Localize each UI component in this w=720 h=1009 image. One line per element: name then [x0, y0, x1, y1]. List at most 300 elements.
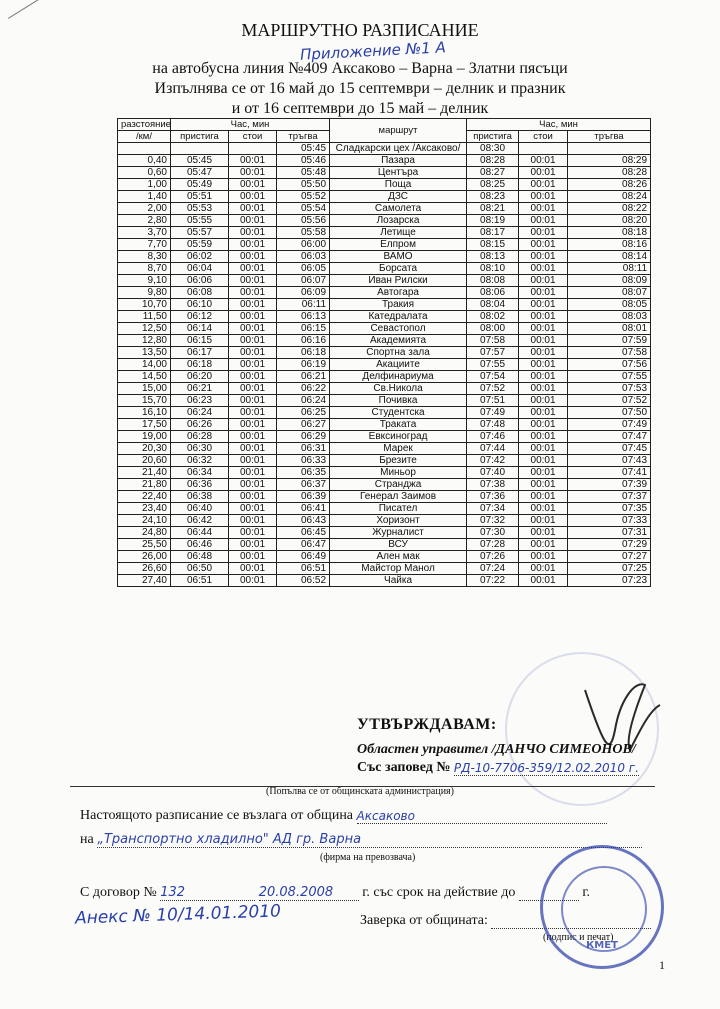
cell-stop: Елпром: [330, 239, 467, 251]
cell-arrive: 06:24: [171, 407, 229, 419]
contract-label: С договор №: [80, 885, 157, 900]
cell-depart-return: 08:18: [568, 227, 651, 239]
contract-term-label: г. със срок на действие до: [362, 885, 516, 900]
cell-stop: ВАМО: [330, 251, 467, 263]
cell-depart-return: 08:16: [568, 239, 651, 251]
table-row: [118, 287, 651, 299]
cell-arrive-return: 07:30: [467, 527, 519, 539]
cell-stay-return: 00:01: [519, 155, 568, 167]
cell-stay-return: 00:01: [519, 215, 568, 227]
annex-note-handwritten: Анекс № 10/14.01.2010: [74, 901, 282, 929]
table-row: [118, 539, 651, 551]
cell-stop: Ален мак: [330, 551, 467, 563]
cell-distance: 0,40: [118, 155, 171, 167]
summer-period: Изпълнява се от 16 май до 15 септември – делник и празник: [154, 80, 566, 97]
cell-arrive: 05:47: [171, 167, 229, 179]
cell-depart-return: 08:24: [568, 191, 651, 203]
cell-distance: 24,80: [118, 527, 171, 539]
cell-arrive: 06:10: [171, 299, 229, 311]
contract-end: г.: [582, 885, 591, 900]
cell-stop: Севастопол: [330, 323, 467, 335]
line-description: на автобусна линия №409 Аксаково – Варна – Златни пясъци: [152, 60, 568, 77]
cell-depart: 06:13: [277, 311, 330, 323]
cell-depart: 06:35: [277, 467, 330, 479]
cell-stay: 00:01: [229, 335, 277, 347]
cell-stop: Акациите: [330, 359, 467, 371]
cell-distance: 27,40: [118, 575, 171, 587]
cell-stop: Миньор: [330, 467, 467, 479]
cell-stop: Центъра: [330, 167, 467, 179]
carrier-label: на: [80, 832, 94, 847]
cell-distance: 1,00: [118, 179, 171, 191]
cell-depart: 05:58: [277, 227, 330, 239]
cell-stay-return: 00:01: [519, 311, 568, 323]
cell-stay: [229, 143, 277, 155]
cell-depart-return: 08:29: [568, 155, 651, 167]
cell-stay: 00:01: [229, 155, 277, 167]
cell-stay-return: 00:01: [519, 299, 568, 311]
cell-arrive-return: 07:51: [467, 395, 519, 407]
cell-depart-return: 08:14: [568, 251, 651, 263]
cell-arrive-return: 08:21: [467, 203, 519, 215]
header-stay: стои: [229, 131, 277, 143]
header-distance: разстояние: [118, 119, 171, 131]
header-stay-return: стои: [519, 131, 568, 143]
order-label: Със заповед №: [357, 760, 451, 775]
cell-arrive: 06:42: [171, 515, 229, 527]
cell-depart: 06:25: [277, 407, 330, 419]
table-row: [118, 491, 651, 503]
cell-arrive: 06:08: [171, 287, 229, 299]
cell-arrive-return: 07:32: [467, 515, 519, 527]
cell-depart-return: 07:41: [568, 467, 651, 479]
cell-stop: Почивка: [330, 395, 467, 407]
cell-distance: 26,00: [118, 551, 171, 563]
cell-stop: Журналист: [330, 527, 467, 539]
municipal-note: (Попълва се от общинската администрация): [266, 786, 454, 797]
cell-depart: 06:41: [277, 503, 330, 515]
cell-distance: 20,60: [118, 455, 171, 467]
cell-stay-return: 00:01: [519, 323, 568, 335]
cell-arrive-return: 07:42: [467, 455, 519, 467]
cell-stop: Писател: [330, 503, 467, 515]
cell-arrive-return: 07:55: [467, 359, 519, 371]
header-arrive-return: пристига: [467, 131, 519, 143]
table-row: [118, 263, 651, 275]
cell-stay: 00:01: [229, 503, 277, 515]
cell-stop: Брезите: [330, 455, 467, 467]
cell-stay: 00:01: [229, 203, 277, 215]
cell-arrive-return: 07:58: [467, 335, 519, 347]
document-title: МАРШРУТНО РАЗПИСАНИЕ: [241, 20, 479, 40]
cell-stop: Св.Никола: [330, 383, 467, 395]
cell-stay: 00:01: [229, 191, 277, 203]
cell-stay: 00:01: [229, 251, 277, 263]
cell-distance: 21,40: [118, 467, 171, 479]
cell-distance: 0,60: [118, 167, 171, 179]
table-row: [118, 443, 651, 455]
cell-depart: 06:03: [277, 251, 330, 263]
cell-depart-return: 07:35: [568, 503, 651, 515]
cell-stop: Марек: [330, 443, 467, 455]
cell-depart-return: 07:43: [568, 455, 651, 467]
cell-depart: 06:07: [277, 275, 330, 287]
cell-distance: 23,40: [118, 503, 171, 515]
cell-stay: 00:01: [229, 383, 277, 395]
table-row: [118, 191, 651, 203]
cell-arrive: 06:23: [171, 395, 229, 407]
cell-stay: 00:01: [229, 359, 277, 371]
cell-arrive: 06:14: [171, 323, 229, 335]
cell-stay-return: 00:01: [519, 395, 568, 407]
cell-depart-return: 07:55: [568, 371, 651, 383]
cell-stop: Автогара: [330, 287, 467, 299]
table-row: [118, 299, 651, 311]
cell-distance: 20,30: [118, 443, 171, 455]
cell-distance: 8,30: [118, 251, 171, 263]
cell-distance: 9,10: [118, 275, 171, 287]
cell-stay-return: 00:01: [519, 383, 568, 395]
cell-arrive: 05:53: [171, 203, 229, 215]
order-line: [357, 760, 639, 776]
cell-stay-return: 00:01: [519, 347, 568, 359]
table-row: [118, 503, 651, 515]
cell-stay: 00:01: [229, 407, 277, 419]
contract-date: 20.08.2008: [259, 885, 359, 901]
cell-stay: 00:01: [229, 575, 277, 587]
table-row: [118, 227, 651, 239]
cell-stop: ДЗС: [330, 191, 467, 203]
cell-stay: 00:01: [229, 515, 277, 527]
header-depart-return: тръгва: [568, 131, 651, 143]
cell-stay-return: 00:01: [519, 503, 568, 515]
cell-distance: 26,60: [118, 563, 171, 575]
certify-label: Заверка от общината:: [360, 913, 488, 928]
cell-stay-return: 00:01: [519, 563, 568, 575]
cell-stop: Иван Рилски: [330, 275, 467, 287]
cell-depart-return: 07:27: [568, 551, 651, 563]
cell-arrive: 05:55: [171, 215, 229, 227]
stamp-text: КМЕТ: [586, 940, 618, 951]
cell-arrive: 05:45: [171, 155, 229, 167]
cell-stay-return: 00:01: [519, 575, 568, 587]
cell-stay-return: 00:01: [519, 227, 568, 239]
cell-stay-return: 00:01: [519, 419, 568, 431]
table-row: [118, 479, 651, 491]
cell-stay: 00:01: [229, 371, 277, 383]
cell-depart: 06:21: [277, 371, 330, 383]
cell-stop: Лозарска: [330, 215, 467, 227]
cell-arrive: 05:49: [171, 179, 229, 191]
cell-depart-return: 08:11: [568, 263, 651, 275]
cell-arrive-return: 07:57: [467, 347, 519, 359]
cell-stay: 00:01: [229, 311, 277, 323]
cell-arrive-return: 07:22: [467, 575, 519, 587]
cell-stay-return: 00:01: [519, 431, 568, 443]
cell-depart-return: 07:49: [568, 419, 651, 431]
cell-depart: 05:46: [277, 155, 330, 167]
assign-line: [80, 808, 607, 824]
cell-depart: 06:05: [277, 263, 330, 275]
cell-stop: Хоризонт: [330, 515, 467, 527]
carrier-value: „Транспортно хладилно" АД гр. Варна: [97, 832, 642, 848]
cell-distance: 11,50: [118, 311, 171, 323]
cell-stay: 00:01: [229, 563, 277, 575]
cell-arrive-return: 08:28: [467, 155, 519, 167]
municipality-stamp: [540, 845, 664, 969]
cell-distance: 12,80: [118, 335, 171, 347]
cell-arrive-return: 07:44: [467, 443, 519, 455]
cell-depart-return: 07:45: [568, 443, 651, 455]
cell-stay: 00:01: [229, 287, 277, 299]
cell-distance: [118, 143, 171, 155]
cell-arrive: 05:51: [171, 191, 229, 203]
schedule-table: [117, 118, 651, 587]
table-row: [118, 323, 651, 335]
cell-stay-return: 00:01: [519, 263, 568, 275]
cell-stop: Странджа: [330, 479, 467, 491]
cell-stop: Катедралата: [330, 311, 467, 323]
cell-arrive-return: 08:04: [467, 299, 519, 311]
cell-arrive: 06:48: [171, 551, 229, 563]
cell-distance: 21,80: [118, 479, 171, 491]
cell-stop: Спортна зала: [330, 347, 467, 359]
cell-stay-return: 00:01: [519, 539, 568, 551]
cell-stay-return: 00:01: [519, 335, 568, 347]
cell-stay: 00:01: [229, 263, 277, 275]
cell-depart: 06:33: [277, 455, 330, 467]
table-row: [118, 371, 651, 383]
cell-depart-return: 08:28: [568, 167, 651, 179]
cell-arrive-return: 07:46: [467, 431, 519, 443]
cell-stop: Чайка: [330, 575, 467, 587]
cell-depart-return: 08:09: [568, 275, 651, 287]
approve-heading: УТВЪРЖДАВАМ:: [357, 716, 497, 733]
firm-note: (фирма на превозвача): [320, 852, 416, 863]
cell-arrive-return: 08:02: [467, 311, 519, 323]
cell-stay: 00:01: [229, 443, 277, 455]
table-row: [118, 431, 651, 443]
table-row: [118, 251, 651, 263]
cell-arrive: 06:17: [171, 347, 229, 359]
header-time-right: Час, мин: [467, 119, 651, 131]
cell-depart-return: 08:07: [568, 287, 651, 299]
cell-stop: Делфинариума: [330, 371, 467, 383]
cell-depart: 06:45: [277, 527, 330, 539]
cell-stay-return: 00:01: [519, 407, 568, 419]
cell-stop: Пазара: [330, 155, 467, 167]
cell-depart-return: 07:53: [568, 383, 651, 395]
cell-stay-return: 00:01: [519, 203, 568, 215]
cell-arrive: 06:20: [171, 371, 229, 383]
cell-distance: 2,00: [118, 203, 171, 215]
cell-stay-return: 00:01: [519, 251, 568, 263]
cell-stay: 00:01: [229, 455, 277, 467]
cell-depart: 06:16: [277, 335, 330, 347]
cell-stop: Студентска: [330, 407, 467, 419]
sign-note: (подпис и печат): [543, 932, 614, 943]
cell-depart-return: 08:03: [568, 311, 651, 323]
cell-arrive-return: 08:15: [467, 239, 519, 251]
cell-depart-return: 07:58: [568, 347, 651, 359]
table-row: [118, 179, 651, 191]
cell-distance: 8,70: [118, 263, 171, 275]
table-row: [118, 359, 651, 371]
table-row: [118, 239, 651, 251]
cell-arrive-return: 08:08: [467, 275, 519, 287]
cell-distance: 12,50: [118, 323, 171, 335]
cell-arrive: 06:18: [171, 359, 229, 371]
cell-stay-return: 00:01: [519, 179, 568, 191]
cell-arrive: 06:51: [171, 575, 229, 587]
cell-stay: 00:01: [229, 431, 277, 443]
cell-depart: 06:37: [277, 479, 330, 491]
table-row: [118, 515, 651, 527]
cell-stay: 00:01: [229, 491, 277, 503]
cell-stay-return: 00:01: [519, 239, 568, 251]
cell-depart: 06:52: [277, 575, 330, 587]
cell-depart: 06:00: [277, 239, 330, 251]
cell-arrive-return: 07:26: [467, 551, 519, 563]
page-number: 1: [659, 958, 665, 972]
cell-arrive-return: 08:30: [467, 143, 519, 155]
header-depart: тръгва: [277, 131, 330, 143]
cell-stop: Поща: [330, 179, 467, 191]
cell-arrive: 06:38: [171, 491, 229, 503]
cell-depart-return: 08:20: [568, 215, 651, 227]
cell-stay-return: 00:01: [519, 443, 568, 455]
table-row: [118, 575, 651, 587]
cell-depart: 06:47: [277, 539, 330, 551]
cell-stay-return: 00:01: [519, 359, 568, 371]
cell-distance: 2,80: [118, 215, 171, 227]
cell-depart: 05:56: [277, 215, 330, 227]
cell-arrive: 06:28: [171, 431, 229, 443]
cell-arrive-return: 07:38: [467, 479, 519, 491]
cell-depart-return: 07:50: [568, 407, 651, 419]
cell-arrive-return: 07:48: [467, 419, 519, 431]
cell-stay: 00:01: [229, 395, 277, 407]
cell-arrive-return: 08:13: [467, 251, 519, 263]
cell-depart: 05:50: [277, 179, 330, 191]
cell-stay-return: 00:01: [519, 491, 568, 503]
table-row: [118, 215, 651, 227]
cell-stay-return: 00:01: [519, 287, 568, 299]
cell-arrive: 06:34: [171, 467, 229, 479]
cell-depart: 06:27: [277, 419, 330, 431]
cell-arrive-return: 08:19: [467, 215, 519, 227]
winter-period: и от 16 септември до 15 май – делник: [231, 100, 489, 117]
cell-arrive-return: 08:27: [467, 167, 519, 179]
cell-stop: Самолета: [330, 203, 467, 215]
cell-stop: Тракия: [330, 299, 467, 311]
cell-distance: 19,00: [118, 431, 171, 443]
cell-arrive-return: 08:10: [467, 263, 519, 275]
cell-arrive-return: 07:52: [467, 383, 519, 395]
assign-value: Аксаково: [357, 809, 607, 824]
cell-distance: 9,80: [118, 287, 171, 299]
cell-arrive: 06:50: [171, 563, 229, 575]
header-time-left: Час, мин: [171, 119, 330, 131]
cell-depart-return: 07:52: [568, 395, 651, 407]
cell-arrive: 06:15: [171, 335, 229, 347]
cell-arrive: 06:26: [171, 419, 229, 431]
cell-stay: 00:01: [229, 539, 277, 551]
cell-depart: 05:54: [277, 203, 330, 215]
cell-depart-return: 07:31: [568, 527, 651, 539]
cell-stay-return: 00:01: [519, 551, 568, 563]
cell-stay: 00:01: [229, 179, 277, 191]
cell-depart-return: 07:29: [568, 539, 651, 551]
cell-arrive-return: 07:54: [467, 371, 519, 383]
cell-arrive-return: 07:40: [467, 467, 519, 479]
cell-stay: 00:01: [229, 239, 277, 251]
cell-arrive-return: 07:28: [467, 539, 519, 551]
cell-distance: 25,50: [118, 539, 171, 551]
cell-arrive-return: 07:49: [467, 407, 519, 419]
cell-stay-return: [519, 143, 568, 155]
cell-depart: 06:51: [277, 563, 330, 575]
cell-arrive: 06:12: [171, 311, 229, 323]
cell-stay: 00:01: [229, 167, 277, 179]
cell-distance: 24,10: [118, 515, 171, 527]
table-row: [118, 143, 651, 155]
cell-depart-return: 07:37: [568, 491, 651, 503]
table-row: [118, 203, 651, 215]
assign-label: Настоящото разписание се възлага от община: [80, 808, 354, 823]
cell-distance: 15,70: [118, 395, 171, 407]
cell-depart: 06:15: [277, 323, 330, 335]
cell-stay: 00:01: [229, 467, 277, 479]
table-row: [118, 167, 651, 179]
cell-stop: Майстор Манол: [330, 563, 467, 575]
cell-depart: 06:18: [277, 347, 330, 359]
cell-arrive: 06:30: [171, 443, 229, 455]
cell-distance: 14,50: [118, 371, 171, 383]
cell-stop: Борсата: [330, 263, 467, 275]
cell-stop: Траката: [330, 419, 467, 431]
cell-stay: 00:01: [229, 215, 277, 227]
cell-stay-return: 00:01: [519, 191, 568, 203]
cell-depart-return: [568, 143, 651, 155]
table-row: [118, 467, 651, 479]
table-row: [118, 407, 651, 419]
table-row: [118, 335, 651, 347]
cell-distance: 7,70: [118, 239, 171, 251]
cell-depart-return: 08:26: [568, 179, 651, 191]
cell-depart-return: 07:23: [568, 575, 651, 587]
cell-distance: 3,70: [118, 227, 171, 239]
cell-stop: Сладкарски цех /Аксаково/: [330, 143, 467, 155]
table-row: [118, 347, 651, 359]
cell-arrive-return: 08:23: [467, 191, 519, 203]
cell-stay: 00:01: [229, 347, 277, 359]
cell-depart: 06:43: [277, 515, 330, 527]
contract-number: 132: [160, 885, 255, 901]
cell-arrive-return: 08:17: [467, 227, 519, 239]
cell-arrive: 06:21: [171, 383, 229, 395]
cell-stop: Академията: [330, 335, 467, 347]
cell-depart-return: 07:56: [568, 359, 651, 371]
header-route: маршрут: [330, 119, 467, 143]
annex-handwritten: Приложение №1 А: [299, 38, 447, 64]
header-arrive: пристига: [171, 131, 229, 143]
cell-depart: 06:29: [277, 431, 330, 443]
table-row: [118, 395, 651, 407]
cell-depart: 06:19: [277, 359, 330, 371]
cell-stay-return: 00:01: [519, 515, 568, 527]
cell-depart: 06:31: [277, 443, 330, 455]
